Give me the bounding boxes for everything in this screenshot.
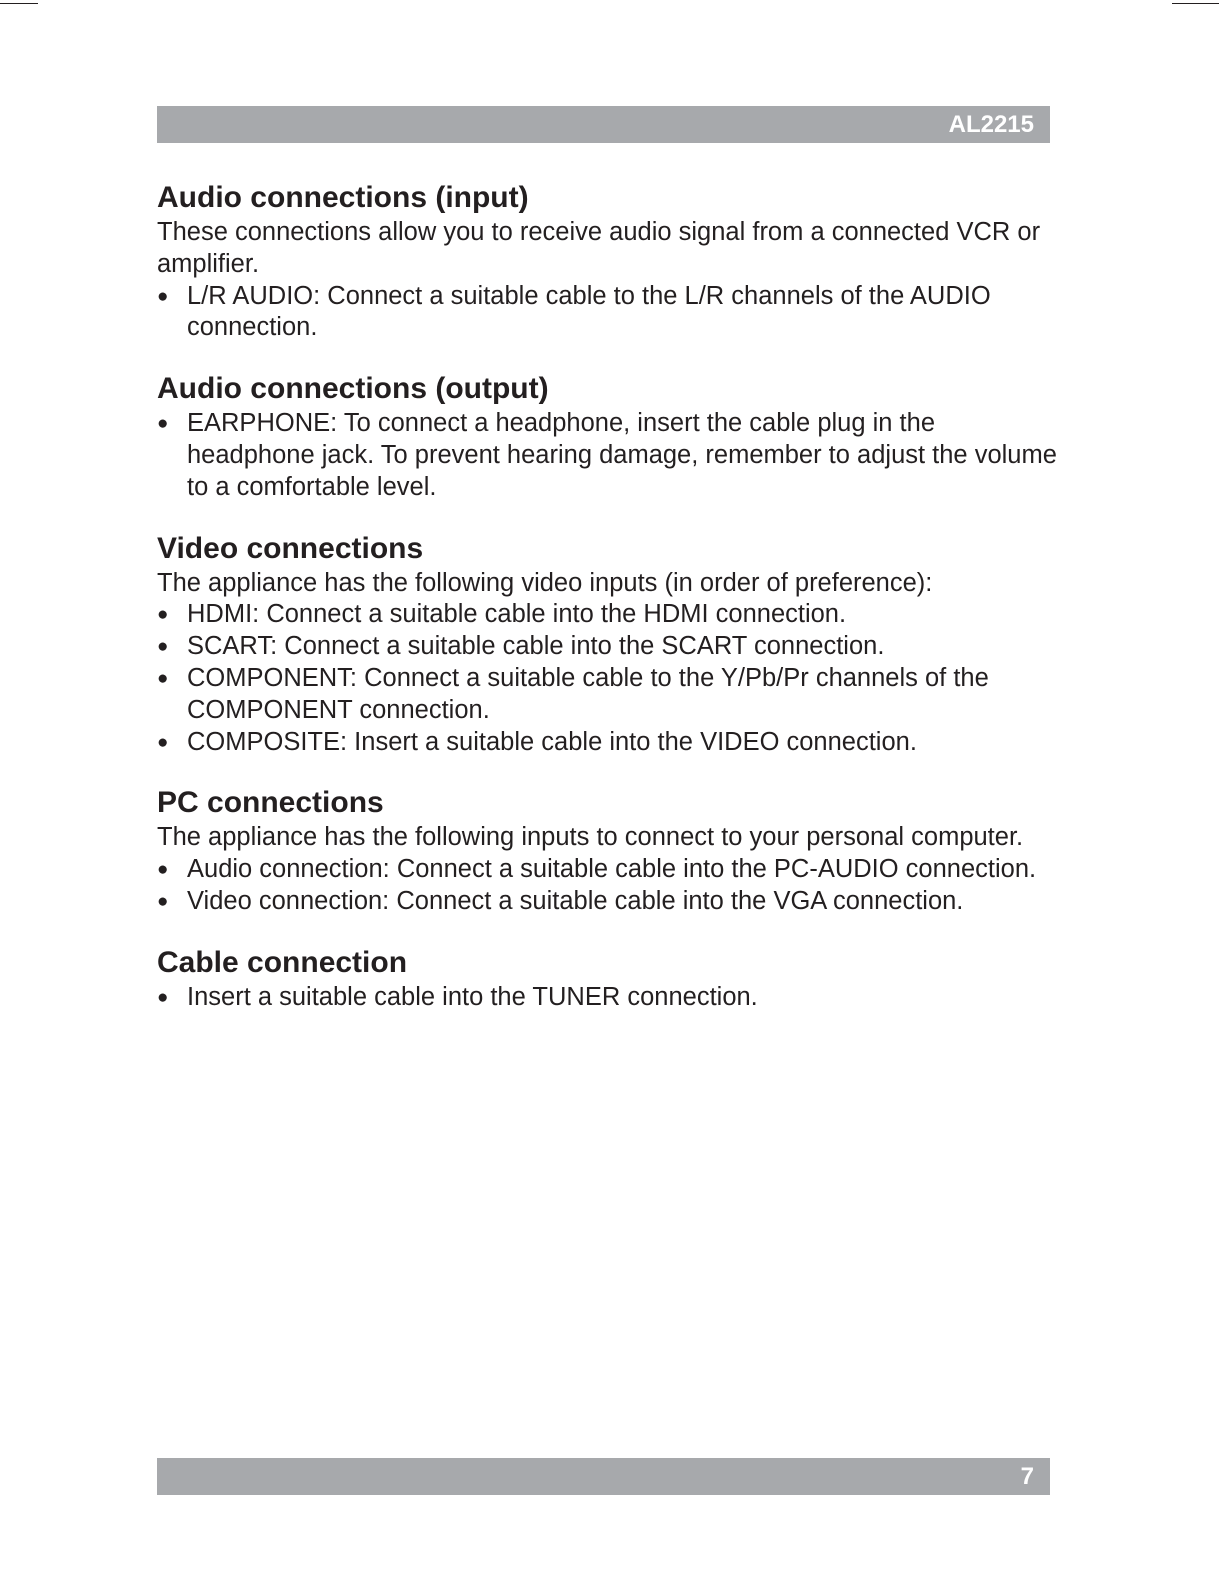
list-item	[157, 631, 1057, 663]
section-intro: The appliance has the following inputs to connect to your personal computer.	[157, 823, 1024, 852]
list-item-text: COMPONENT: Connect a suitable cable to the Y/Pb/Pr channels of the COMPONENT connection.	[187, 663, 989, 724]
section-video	[157, 531, 1057, 759]
section-intro: These connections allow you to receive audio signal from a connected VCR or amplifier.	[157, 218, 1041, 278]
section-title: Cable connection	[157, 945, 408, 979]
section-pc	[157, 785, 1057, 917]
list-item-text: SCART: Connect a suitable cable into the SCART connection.	[187, 632, 885, 661]
page-content	[157, 180, 1057, 1041]
list-item-text: Insert a suitable cable into the TUNER connection.	[187, 982, 758, 1011]
bullet-icon: ●	[157, 731, 169, 753]
crop-mark-right	[1172, 3, 1219, 4]
section-title: Video connections	[157, 531, 424, 565]
bullet-icon: ●	[157, 890, 169, 912]
footer-band	[157, 1458, 1050, 1495]
page-number: 7	[1020, 1463, 1034, 1490]
section-title: Audio connections (input)	[157, 181, 529, 214]
list-item	[157, 663, 1057, 727]
bullet-list	[157, 408, 1057, 503]
section-intro: The appliance has the following video inputs (in order of preference):	[157, 568, 933, 597]
bullet-icon: ●	[157, 413, 169, 435]
list-item-text: Audio connection: Connect a suitable cable into the PC-AUDIO connection.	[187, 855, 1037, 884]
section-audio-output	[157, 371, 1057, 503]
header-band	[157, 106, 1050, 143]
section-audio-input	[157, 180, 1057, 344]
list-item	[157, 281, 1057, 345]
bullet-icon: ●	[157, 667, 169, 689]
section-title: Audio connections (output)	[157, 372, 549, 406]
list-item-text: HDMI: Connect a suitable cable into the HDMI connection.	[187, 600, 847, 629]
bullet-list	[157, 599, 1057, 758]
list-item	[157, 886, 1057, 918]
crop-mark-left	[0, 3, 38, 4]
bullet-icon: ●	[157, 604, 169, 626]
list-item-text: COMPOSITE: Insert a suitable cable into the VIDEO connection.	[187, 727, 917, 756]
bullet-list	[157, 982, 1057, 1014]
bullet-icon: ●	[157, 859, 169, 881]
bullet-icon: ●	[157, 285, 169, 307]
list-item-text: Video connection: Connect a suitable cable into the VGA connection.	[187, 886, 964, 915]
list-item-text: EARPHONE: To connect a headphone, insert the cable plug in the headphone jack. To prevent hearing damage, remember to adjust the volume to a comfortable level.	[187, 409, 1057, 501]
bullet-icon: ●	[157, 636, 169, 658]
section-cable	[157, 945, 1057, 1014]
section-title: PC connections	[157, 786, 384, 820]
list-item	[157, 982, 1057, 1014]
list-item	[157, 854, 1057, 886]
list-item	[157, 408, 1057, 503]
bullet-list	[157, 281, 1057, 345]
list-item	[157, 599, 1057, 631]
model-number: AL2215	[948, 111, 1034, 138]
list-item	[157, 727, 1057, 759]
bullet-icon: ●	[157, 986, 169, 1008]
bullet-list	[157, 854, 1057, 918]
list-item-text: L/R AUDIO: Connect a suitable cable to the L/R channels of the AUDIO connection.	[187, 281, 991, 342]
